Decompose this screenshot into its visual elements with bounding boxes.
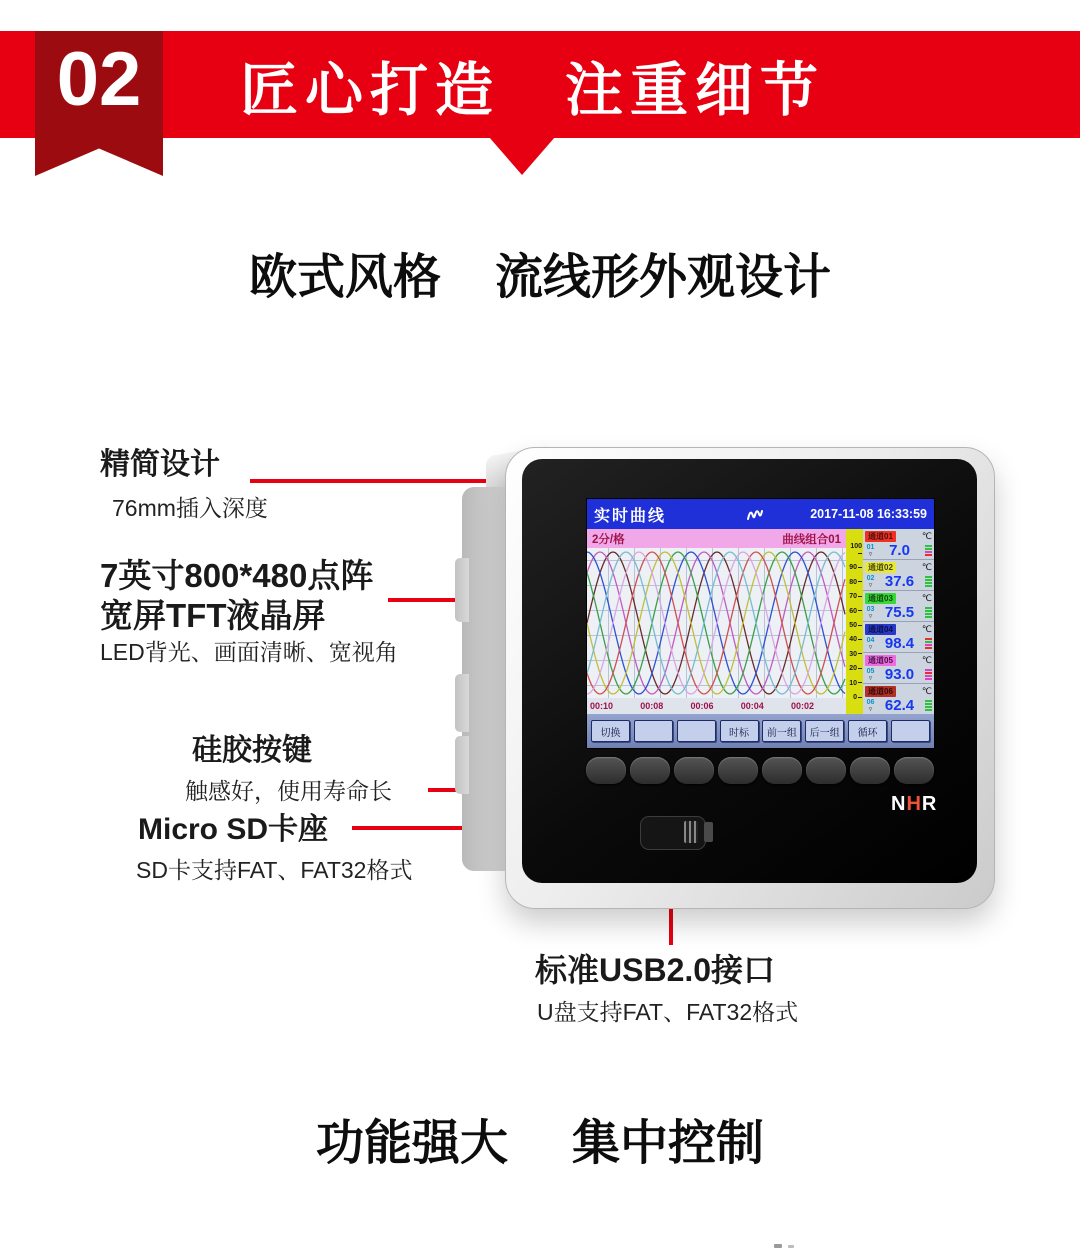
bar-segment bbox=[925, 579, 932, 581]
channel-id: 02 bbox=[866, 574, 875, 582]
softkey-cycle[interactable]: 循环 bbox=[848, 720, 887, 742]
softkey-blank[interactable] bbox=[891, 720, 930, 742]
annotation-usb-desc: U盘支持FAT、FAT32格式 bbox=[537, 999, 799, 1025]
channel-bar-indicator bbox=[923, 607, 932, 618]
silicone-key[interactable] bbox=[806, 757, 846, 784]
annotation-sd-desc: SD卡支持FAT、FAT32格式 bbox=[136, 857, 413, 883]
softkey-next-group[interactable]: 后一组 bbox=[805, 720, 844, 742]
logo-letter-n: N bbox=[891, 793, 907, 815]
softkey-timescale[interactable]: 时标 bbox=[720, 720, 759, 742]
bar-segment bbox=[925, 548, 932, 550]
y-tick: 60 bbox=[846, 608, 862, 615]
bar-segment bbox=[925, 678, 932, 680]
softkey-blank[interactable] bbox=[677, 720, 716, 742]
callout-line-design bbox=[250, 479, 497, 483]
bar-segment bbox=[925, 613, 932, 615]
bar-segment bbox=[925, 638, 932, 640]
silicone-key[interactable] bbox=[718, 757, 758, 784]
channel-unit: ℃ bbox=[921, 561, 932, 572]
checkbox-icon: ▿ bbox=[868, 674, 873, 682]
logo-letter-h: H bbox=[906, 793, 922, 815]
softkey-prev-group[interactable]: 前一组 bbox=[762, 720, 801, 742]
y-tick: 50 bbox=[846, 622, 862, 629]
silicone-key[interactable] bbox=[894, 757, 934, 784]
silicone-key[interactable] bbox=[586, 757, 626, 784]
banner-title: 匠心打造 注重细节 bbox=[240, 57, 826, 123]
channel-row bbox=[863, 684, 934, 715]
silicone-key[interactable] bbox=[850, 757, 890, 784]
channel-unit: ℃ bbox=[921, 654, 932, 665]
checkbox-icon: ▿ bbox=[868, 581, 873, 589]
channel-unit: ℃ bbox=[921, 592, 932, 603]
channel-id-box bbox=[865, 575, 876, 589]
section1-title bbox=[0, 238, 1080, 307]
device-mount-clip bbox=[455, 674, 469, 732]
bar-segment bbox=[925, 647, 932, 649]
y-tick: 100 bbox=[846, 543, 862, 557]
screen-title: 实时曲线 bbox=[594, 507, 667, 525]
time-tick: 00:04 bbox=[740, 701, 764, 711]
bar-segment bbox=[925, 706, 932, 708]
annotation-screen-title bbox=[100, 556, 373, 635]
channel-row bbox=[863, 622, 934, 653]
section1-title-right: 流线形外观设计 bbox=[495, 251, 832, 304]
channel-unit: ℃ bbox=[921, 530, 932, 541]
section2-title-right: 集中控制 bbox=[572, 1117, 765, 1170]
bar-segment bbox=[925, 644, 932, 646]
channel-row bbox=[863, 560, 934, 591]
channel-id-box bbox=[865, 637, 876, 651]
channel-id-box bbox=[865, 606, 876, 620]
device-mount-clip bbox=[455, 558, 469, 622]
bar-segment bbox=[925, 703, 932, 705]
channel-row bbox=[863, 591, 934, 622]
device-key-row bbox=[586, 757, 934, 785]
screen-sub-bar bbox=[587, 529, 846, 548]
channel-value: 37.6 bbox=[884, 573, 915, 590]
channel-unit: ℃ bbox=[921, 685, 932, 696]
screen-scale-label: 2分/格 bbox=[592, 533, 625, 546]
channel-id: 03 bbox=[866, 605, 875, 613]
channel-row bbox=[863, 653, 934, 684]
annotation-screen-title-line2: 宽屏TFT液晶屏 bbox=[100, 596, 326, 634]
screen-y-ruler bbox=[846, 529, 863, 714]
usb-cover-tab bbox=[704, 822, 713, 842]
channel-name-chip: 通道06 bbox=[865, 686, 896, 697]
bar-segment bbox=[925, 551, 932, 553]
banner-notch bbox=[489, 137, 555, 175]
annotation-keys-desc: 触感好，使用寿命长 bbox=[185, 778, 392, 804]
annotation-screen-title-line1: 7英寸800*480点阵 bbox=[100, 557, 374, 594]
bar-segment bbox=[925, 607, 932, 609]
annotation-keys-title: 硅胶按键 bbox=[192, 734, 312, 767]
screen-trend-chart bbox=[587, 548, 846, 698]
channel-id: 04 bbox=[866, 636, 875, 644]
y-tick: 30 bbox=[846, 651, 862, 658]
silicone-key[interactable] bbox=[630, 757, 670, 784]
bar-segment bbox=[925, 700, 932, 702]
bar-segment bbox=[925, 545, 932, 547]
bar-segment bbox=[925, 576, 932, 578]
bar-segment bbox=[925, 669, 932, 671]
device-mount-clip bbox=[455, 736, 469, 794]
channel-value: 62.4 bbox=[884, 697, 915, 714]
channel-name-chip: 通道02 bbox=[865, 562, 896, 573]
y-tick: 70 bbox=[846, 593, 862, 600]
time-tick: 00:10 bbox=[590, 701, 614, 711]
section2-title-left: 功能强大 bbox=[315, 1117, 508, 1170]
bottom-crop-speck bbox=[788, 1245, 794, 1248]
annotation-screen-desc: LED背光、画面清晰、宽视角 bbox=[100, 639, 398, 665]
screen-datetime: 2017-11-08 16:33:59 bbox=[810, 507, 927, 521]
screen-header-bar bbox=[587, 499, 934, 529]
y-tick: 10 bbox=[846, 680, 862, 687]
channel-id: 01 bbox=[866, 543, 875, 551]
bar-segment bbox=[925, 585, 932, 587]
channel-value: 7.0 bbox=[889, 542, 910, 559]
y-tick: 80 bbox=[846, 579, 862, 586]
channel-id-box bbox=[865, 544, 876, 558]
y-tick: 40 bbox=[846, 636, 862, 643]
bar-segment bbox=[925, 582, 932, 584]
annotation-design-title: 精简设计 bbox=[100, 448, 220, 481]
bar-segment bbox=[925, 672, 932, 674]
checkbox-icon: ▿ bbox=[868, 705, 873, 713]
channel-value: 93.0 bbox=[884, 666, 915, 683]
section1-title-left: 欧式风格 bbox=[248, 251, 441, 304]
annotation-design-desc: 76mm插入深度 bbox=[112, 495, 268, 521]
device-lcd-screen bbox=[586, 498, 935, 749]
section2-title bbox=[0, 1104, 1080, 1173]
bar-segment bbox=[925, 709, 932, 711]
silicone-key[interactable] bbox=[762, 757, 802, 784]
brand-logo-text bbox=[891, 793, 937, 816]
channel-bar-indicator bbox=[923, 669, 932, 680]
screen-time-axis bbox=[587, 698, 846, 714]
channel-unit: ℃ bbox=[921, 623, 932, 634]
y-tick: 20 bbox=[846, 665, 862, 672]
brand-logo-icon bbox=[747, 507, 763, 525]
annotation-sd-title: Micro SD卡座 bbox=[138, 813, 329, 846]
channel-bar-indicator bbox=[923, 576, 932, 587]
channel-bar-indicator bbox=[923, 545, 932, 556]
channel-row bbox=[863, 529, 934, 560]
y-tick: 90 bbox=[846, 564, 862, 571]
time-tick: 00:02 bbox=[790, 701, 814, 711]
logo-letter-r: R bbox=[921, 793, 938, 815]
channel-bar-indicator bbox=[923, 638, 932, 649]
annotation-usb-title: 标准USB2.0接口 bbox=[535, 952, 776, 988]
trend-curves bbox=[587, 548, 846, 698]
checkbox-icon: ▿ bbox=[868, 643, 873, 651]
screen-curve-group-label: 曲线组合01 bbox=[782, 533, 841, 546]
channel-name-chip: 通道03 bbox=[865, 593, 896, 604]
silicone-key[interactable] bbox=[674, 757, 714, 784]
screen-channel-panel bbox=[863, 529, 934, 714]
y-tick: 0 bbox=[846, 694, 862, 701]
channel-value: 98.4 bbox=[884, 635, 915, 652]
channel-id: 05 bbox=[866, 667, 875, 675]
channel-value: 75.5 bbox=[884, 604, 915, 621]
checkbox-icon: ▿ bbox=[868, 550, 873, 558]
bar-segment bbox=[925, 616, 932, 618]
channel-name-chip: 通道05 bbox=[865, 655, 896, 666]
softkey-blank[interactable] bbox=[634, 720, 673, 742]
time-tick: 00:06 bbox=[690, 701, 714, 711]
bottom-crop-speck bbox=[774, 1244, 782, 1248]
bar-segment bbox=[925, 610, 932, 612]
channel-id-box bbox=[865, 668, 876, 682]
bar-segment bbox=[925, 641, 932, 643]
channel-name-chip: 通道04 bbox=[865, 624, 896, 635]
channel-id-box bbox=[865, 699, 876, 713]
screen-softkey-bar bbox=[587, 714, 934, 748]
softkey-switch[interactable]: 切换 bbox=[591, 720, 630, 742]
channel-id: 06 bbox=[866, 698, 875, 706]
channel-name-chip: 通道01 bbox=[865, 531, 896, 542]
bar-segment bbox=[925, 675, 932, 677]
time-tick: 00:08 bbox=[640, 701, 664, 711]
usb-connector-icon bbox=[684, 821, 698, 843]
bar-segment bbox=[925, 554, 932, 556]
checkbox-icon: ▿ bbox=[868, 612, 873, 620]
banner-number: 02 bbox=[56, 37, 142, 122]
channel-bar-indicator bbox=[923, 700, 932, 711]
